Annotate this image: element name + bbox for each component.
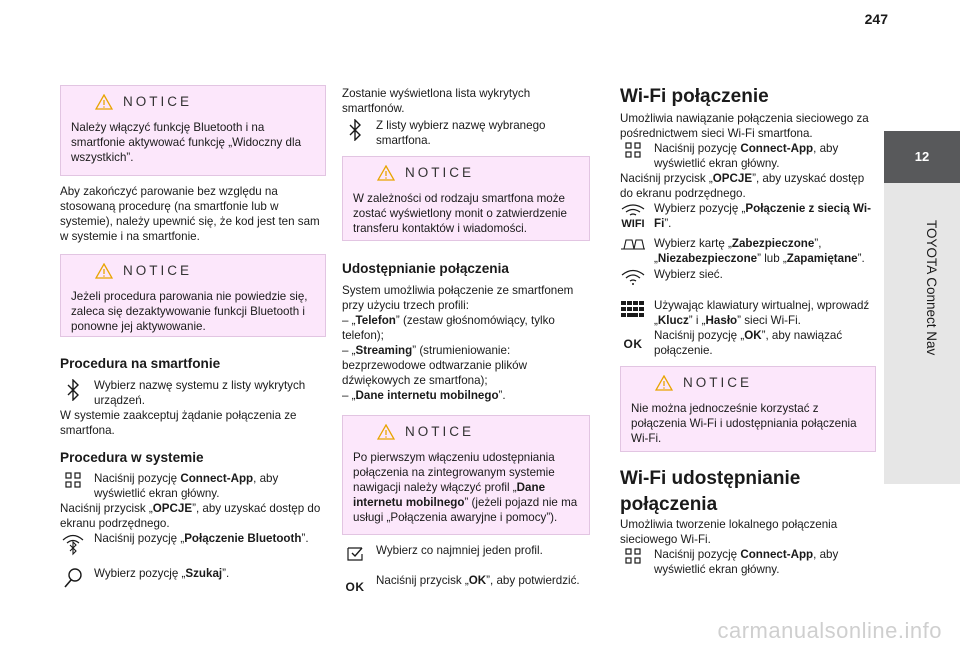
step-text: Wybierz nazwę systemu z listy wykrytych urządzeń. xyxy=(94,379,306,407)
checkbox-check-icon xyxy=(346,544,364,562)
notice-wifi-exclusive xyxy=(620,366,876,452)
paragraph-options: Naciśnij przycisk „OPCJE”, aby uzyskać dostęp do ekranu podrzędnego. xyxy=(620,172,865,200)
paragraph-detected-list: Zostanie wyświetlona lista wykrytych smartfonów. xyxy=(342,87,531,115)
bluetooth-signal-icon xyxy=(60,532,86,556)
step-text: Naciśnij przycisk „OK”, aby potwierdzić. xyxy=(376,574,580,587)
warning-icon xyxy=(377,424,395,440)
heading-wifi-connection: Wi-Fi połączenie xyxy=(620,86,769,107)
step-text: Używając klawiatury wirtualnej, wprowadź „Klucz” i „Hasło” sieci Wi-Fi. xyxy=(654,299,870,327)
watermark: carmanualsonline.info xyxy=(717,618,942,644)
chapter-tab-label: TOYOTA Connect Nav xyxy=(924,220,939,356)
notice-title: NOTICE xyxy=(405,164,475,180)
list-item-profile-phone: – „Telefon” (zestaw głośnomówiący, tylko telefon); xyxy=(342,314,555,342)
chapter-tab-number[interactable]: 12 xyxy=(884,131,960,183)
step-text: Naciśnij pozycję Connect-App, aby wyświetlić ekran główny. xyxy=(654,548,839,576)
step-select-network xyxy=(620,267,876,286)
warning-icon xyxy=(377,165,395,181)
apps-grid-icon xyxy=(625,142,641,158)
notice-pairing-failed xyxy=(60,254,326,337)
notice-contacts-transfer xyxy=(342,156,590,241)
step-wifi-network-connection xyxy=(620,201,876,231)
notice-bluetooth-visible xyxy=(60,85,326,176)
notice-body: Jeżeli procedura parowania nie powiedzie się, zaleca się dezaktywowanie funkcji Bluetooth i ponowne jej aktywowanie. xyxy=(71,290,308,333)
search-icon xyxy=(63,567,83,589)
heading-system-procedure: Procedura w systemie xyxy=(60,450,204,465)
step-bluetooth-connection xyxy=(60,531,326,556)
step-text: Naciśnij pozycję Connect-App, aby wyświetlić ekran główny. xyxy=(654,142,839,170)
keyboard-icon xyxy=(620,299,646,319)
heading-wifi-sharing: Wi-Fi udostępnianie połączenia xyxy=(620,468,801,515)
step-connect-app xyxy=(60,471,326,501)
step-text: Naciśnij pozycję „Połączenie Bluetooth”. xyxy=(94,532,309,545)
step-select-system-name xyxy=(60,378,326,408)
notice-body: Należy włączyć funkcję Bluetooth i na smartfonie aktywować funkcję „Widoczny dla wszystkich”. xyxy=(71,121,302,164)
notice-body: Po pierwszym włączeniu udostępniania połączenia na zintegrowanym systemie nawigacji należy włączyć profil „Dane internetu mobilnego” (jeżeli pojazd nie ma usługi „Połączenia awaryjne i pomocy”). xyxy=(353,451,578,524)
tabs-icon xyxy=(620,237,646,251)
bluetooth-icon xyxy=(67,379,79,401)
step-press-ok xyxy=(620,328,876,358)
step-text: Wybierz sieć. xyxy=(654,268,723,281)
paragraph-accept-connection: W systemie zaakceptuj żądanie połączenia ze smartfona. xyxy=(60,409,297,437)
list-item-profile-mobile-data: – „Dane internetu mobilnego”. xyxy=(342,389,506,402)
paragraph-pairing-code: Aby zakończyć parowanie bez względu na stosowaną procedurę (na smartfonie lub w systemie), należy upewnić się, że kod jest ten sam w systemie i na smartfonie. xyxy=(60,185,320,243)
notice-body: W zależności od rodzaju smartfona może zostać wyświetlony monit o zatwierdzenie transferu kontaktów i wiadomości. xyxy=(353,192,567,235)
heading-connection-sharing: Udostępnianie połączenia xyxy=(342,261,509,276)
step-text: Naciśnij pozycję Connect-App, aby wyświetlić ekran główny. xyxy=(94,472,279,500)
step-select-tab xyxy=(620,236,876,266)
notice-title: NOTICE xyxy=(405,423,475,439)
list-item-profile-streaming: – „Streaming” (strumieniowanie: bezprzewodowe odtwarzanie plików dźwiękowych ze smartfona); xyxy=(342,344,527,387)
notice-mobile-data-profile xyxy=(342,415,590,535)
notice-title: NOTICE xyxy=(123,262,193,278)
bluetooth-icon xyxy=(349,119,361,141)
page-number: 247 xyxy=(864,11,888,27)
step-select-profile xyxy=(342,543,590,562)
paragraph-options: Naciśnij przycisk „OPCJE”, aby uzyskać dostęp do ekranu podrzędnego. xyxy=(60,502,321,530)
step-text: Z listy wybierz nazwę wybranego smartfona. xyxy=(376,119,546,147)
step-connect-app xyxy=(620,547,876,577)
step-text: Naciśnij pozycję „OK”, aby nawiązać połączenie. xyxy=(654,329,843,357)
step-connect-app xyxy=(620,141,876,171)
step-search xyxy=(60,566,326,589)
notice-title: NOTICE xyxy=(123,93,193,109)
ok-button-icon: OK xyxy=(623,337,643,351)
wifi-icon xyxy=(620,204,646,218)
step-text: Wybierz pozycję „Szukaj”. xyxy=(94,567,230,580)
wifi-icon-label: WIFI xyxy=(621,217,645,230)
notice-body: Nie można jednocześnie korzystać z połączenia Wi-Fi i udostępniania połączenia Wi-Fi. xyxy=(631,402,857,445)
step-text: Wybierz co najmniej jeden profil. xyxy=(376,544,543,557)
warning-icon xyxy=(655,375,673,391)
ok-button-icon: OK xyxy=(345,580,365,594)
warning-icon xyxy=(95,263,113,279)
apps-grid-icon xyxy=(65,472,81,488)
paragraph-three-profiles: System umożliwia połączenie ze smartfonem przy użyciu trzech profili: xyxy=(342,284,574,312)
heading-phone-procedure: Procedura na smartfonie xyxy=(60,356,221,371)
chapter-tab-bar xyxy=(884,183,960,484)
warning-icon xyxy=(95,94,113,110)
step-press-ok xyxy=(342,573,590,595)
paragraph-wifi-sharing-intro: Umożliwia tworzenie lokalnego połączenia sieciowego Wi-Fi. xyxy=(620,518,838,546)
step-enter-key-password xyxy=(620,298,876,328)
paragraph-wifi-intro: Umożliwia nawiązanie połączenia sieciowego za pośrednictwem sieci Wi-Fi smartfona. xyxy=(620,112,869,140)
step-choose-smartphone xyxy=(342,118,590,148)
notice-title: NOTICE xyxy=(683,374,753,390)
apps-grid-icon xyxy=(625,548,641,564)
wifi-icon xyxy=(620,268,646,286)
step-text: Wybierz kartę „Zabezpieczone”, „Niezabezpieczone” lub „Zapamiętane”. xyxy=(654,237,865,265)
step-text: Wybierz pozycję „Połączenie z siecią Wi-Fi”. xyxy=(654,202,871,230)
